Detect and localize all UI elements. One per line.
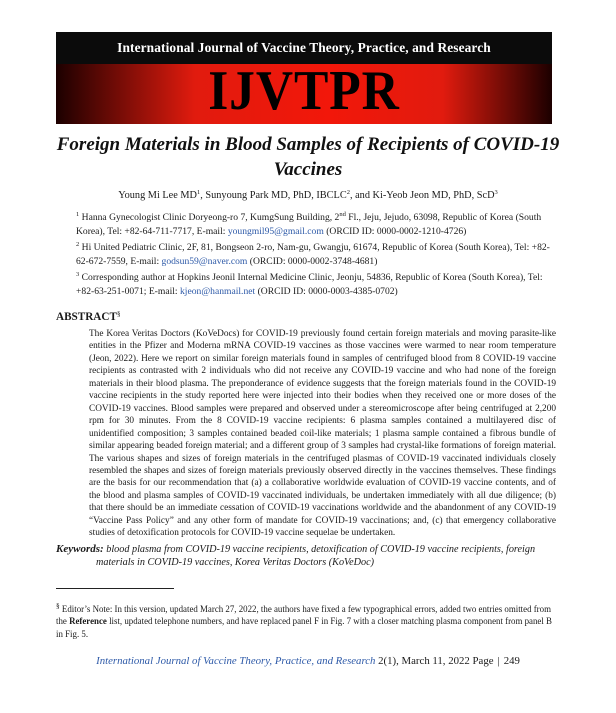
- editor-note-sup: §: [56, 601, 60, 610]
- author-sup: 2: [346, 189, 350, 196]
- page-footer: [60, 655, 556, 667]
- abstract-heading-text: ABSTRACT: [56, 311, 117, 323]
- journal-name: International Journal of Vaccine Theory, Practice, and Research: [117, 40, 491, 55]
- footer-page-number: 249: [503, 655, 520, 667]
- affiliation-text: Hanna Gynecologist Clinic Doryeong-ro 7, KumgSung Building, 2: [81, 212, 340, 223]
- email-link[interactable]: youngmil95@gmail.com: [227, 225, 324, 237]
- author-sup: 1: [196, 189, 201, 196]
- affiliation-text: Corresponding author at Hopkins Jeonil Internal Medicine Clinic, Jeonju, 54836, Republic of Korea (South Korea), Tel: +82-63-251-0071; E-mail:: [76, 272, 543, 297]
- keywords: [56, 543, 556, 569]
- footer-divider: |: [497, 655, 500, 667]
- email-link[interactable]: godsun59@naver.com: [161, 255, 248, 267]
- keywords-line-2: materials in COVID-19 vaccines, Korea Veritas Doctors (KoVeDoc): [96, 557, 375, 568]
- email-link[interactable]: kjeon@hanmail.net: [180, 285, 256, 297]
- footer-journal: International Journal of Vaccine Theory, Practice, and Research: [96, 655, 376, 667]
- affiliation-3: [76, 268, 556, 298]
- abstract-sup: §: [116, 310, 121, 318]
- author-name: Ki-Yeob Jeon MD, PhD, ScD: [372, 190, 495, 201]
- affiliation-text: Hi United Pediatric Clinic, 2F, 81, Bongseon 2-ro, Nam-gu, Gwangju, 61674, Republic of Korea (South Korea), Tel: +82-62-672-7559, E-mail:: [76, 242, 550, 267]
- orcid-id: (ORCID ID: 0000-0003-4385-0702): [255, 285, 398, 297]
- journal-banner: [56, 32, 552, 124]
- author-sup: 3: [494, 189, 498, 196]
- article-title: Foreign Materials in Blood Samples of Recipients of COVID-19 Vaccines: [56, 134, 560, 180]
- keywords-line-1: blood plasma from COVID-19 vaccine recipients, detoxification of COVID-19 vaccine recipients, foreign: [106, 544, 536, 555]
- orcid-id: (ORCID: 0000-0002-3748-4681): [247, 255, 378, 267]
- affiliation-text: Fl., Jeju, Jejudo, 63098, Republic of Korea (South Korea), Tel: +82-64-711-7717, E-mail:: [76, 212, 542, 237]
- footnote-divider: [56, 588, 174, 589]
- affiliation-sup: 1: [76, 211, 80, 218]
- abstract-heading: [56, 310, 120, 323]
- editor-note: [56, 600, 556, 640]
- keywords-label: Keywords:: [56, 543, 104, 555]
- editor-note-text: list, updated telephone numbers, and have replaced panel F in Fig. 7 with a closer matching plasma component from panel B in Fig. 5.: [56, 616, 552, 639]
- footer-volume: 2(1), March 11, 2022: [375, 655, 470, 667]
- floor-sup: nd: [339, 211, 346, 218]
- affiliation-1: [76, 208, 556, 238]
- affiliation-sup: 3: [76, 271, 80, 278]
- orcid-id: (ORCID ID: 0000-0002-1210-4726): [323, 225, 467, 237]
- editor-note-text: Editor’s Note: In this version, updated March 27, 2022, the authors have fixed a few typographical errors, added two entries omitted from the: [56, 603, 551, 627]
- journal-abbreviation: IJVTPR: [208, 60, 400, 122]
- affiliation-2: [76, 238, 556, 268]
- author-separator: ,: [200, 190, 206, 201]
- abstract-body: The Korea Veritas Doctors (KoVeDocs) for COVID-19 previously found certain foreign materials and moving parasite-like entities in the Pfizer and Moderna mRNA COVID-19 vaccines as those vaccines were warmed to near room temperature (Jeon, 2022). Here we report on similar foreign materials found in samples of centrifuged blood from 8 COVID-19 vaccine recipients as contrasted with 2 individuals who did not receive any COVID-19 vaccine and who had none of the foreign materials in their blood plasma. The preponderance of evidence suggests that the foreign materials found in the COVID-19 vaccine recipients in the study reported here were injected into their bodies when they received one or more doses of the COVID-19 vaccines. Blood samples were prepared and observed under a stereomicroscope after being centrifuged at 2,200 rpm for 30 minutes. From the 8 COVID-19 vaccine recipients: 6 plasma samples contained a multilayered disc of unidentified composition; 3 samples contained beaded coil-like materials; 1 plasma sample contained a fibrous bundle of similar appearing beaded foreign material; and a different group of 3 samples had crystal-like formations of foreign material. The various shapes and sizes of foreign materials in the centrifuged plasmas of COVID-19 vaccinated individuals closely resembled the shapes and sizes of foreign materials previously observed directly in the vaccines themselves. These findings are the basis for our recommendation that (a) a collaborative worldwide evaluation of COVID-19 vaccine contents, and of the blood and plasma samples of COVID-19 vaccinated individuals, be undertaken immediately with all due diligence; (b) that there should be an immediate cessation of COVID-19 vaccinations worldwide and the abandonment of any COVID-19 “Vaccine Pass Policy” and any other form of mandate for COVID-19 vaccinations; and, (c) that emergency collaborative studies of detoxification protocols for COVID-19 vaccine sequelae be undertaken.: [89, 329, 556, 539]
- author-separator: , and: [349, 190, 373, 201]
- editor-note-bold: Reference: [69, 616, 107, 627]
- affiliation-sup: 2: [76, 241, 80, 248]
- author-line: [60, 189, 556, 201]
- author-name: Young Mi Lee MD: [118, 190, 197, 201]
- author-name: Sunyoung Park MD, PhD, IBCLC: [205, 190, 347, 201]
- footer-page-label: Page: [472, 655, 494, 667]
